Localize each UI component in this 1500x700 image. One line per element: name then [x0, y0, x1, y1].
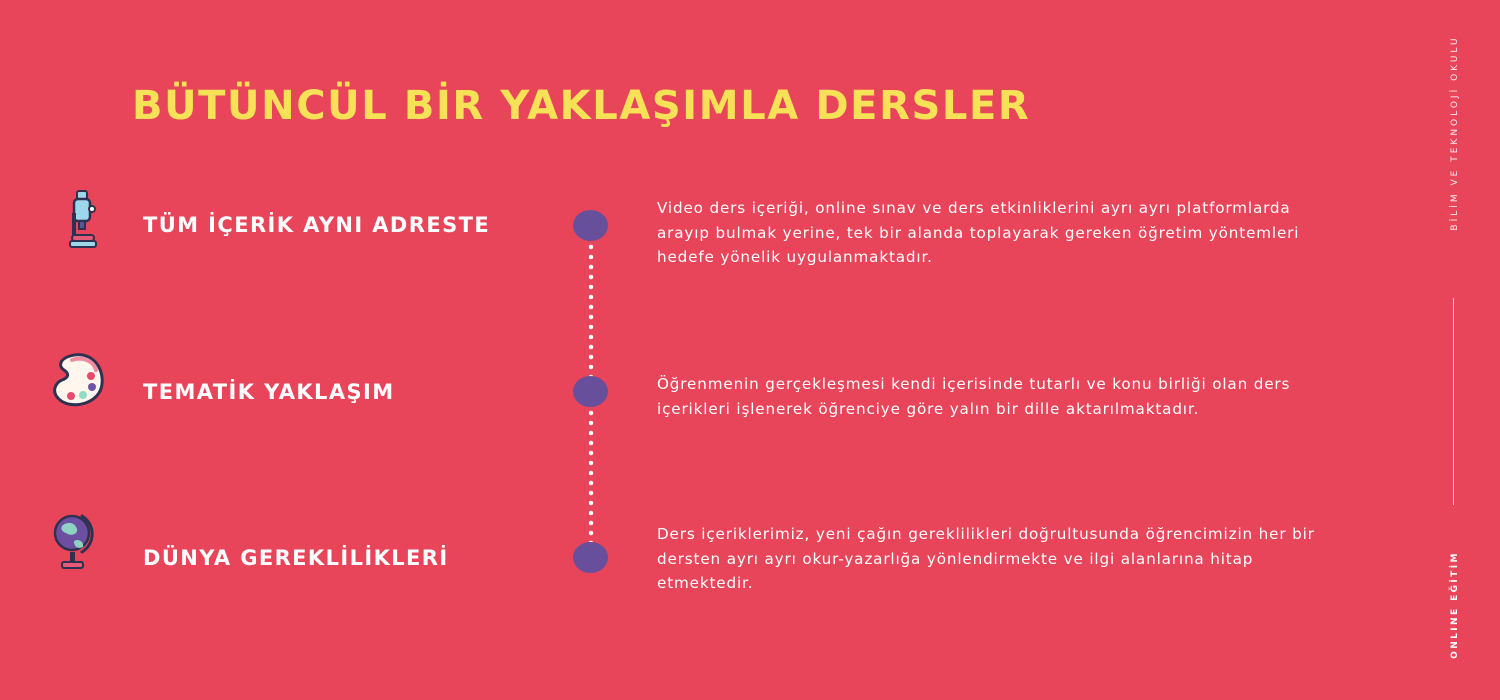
microscope-icon: [48, 187, 108, 251]
page-title: BÜTÜNCÜL BİR YAKLAŞIMLA DERSLER: [132, 83, 1031, 129]
vertical-divider: [1453, 298, 1454, 505]
feature-description-world-requirements: Ders içeriklerimiz, yeni çağın gereklilikleri doğrultusunda öğrencimizin her bir dersten ayrı ayrı okur-yazarlığa yönlendirmekte ve ilgi alanlarına hitap etmektedir.: [657, 525, 1315, 592]
school-name: BİLİM VE TEKNOLOJİ OKULU: [1450, 35, 1460, 231]
feature-label-all-content: TÜM İÇERİK AYNI ADRESTE: [143, 213, 491, 237]
paint-palette-icon: [48, 348, 108, 412]
feature-description-all-content: Video ders içeriği, online sınav ve ders etkinliklerini ayrı ayrı platformlarda arayıp bulmak yerine, tek bir alanda toplayarak gereken öğretim yöntemleri hedefe yönelik uygulanmaktadır.: [657, 199, 1300, 266]
feature-description-thematic-approach: Öğrenmenin gerçekleşmesi kendi içerisinde tutarlı ve konu birliği olan ders içerikleri işlenerek öğrenciye göre yalın bir dille aktarılmaktadır.: [657, 375, 1291, 418]
timeline-dot: [573, 210, 608, 241]
timeline-dotted-line: [588, 408, 594, 542]
timeline-dot: [573, 542, 608, 573]
timeline-dot: [573, 376, 608, 407]
globe-icon: [48, 510, 108, 574]
feature-label-thematic-approach: TEMATİK YAKLAŞIM: [143, 380, 395, 404]
online-education-label: ONLINE EĞİTİM: [1450, 551, 1460, 659]
timeline-dotted-line: [588, 242, 594, 378]
feature-label-world-requirements: DÜNYA GEREKLİLİKLERİ: [143, 546, 449, 570]
